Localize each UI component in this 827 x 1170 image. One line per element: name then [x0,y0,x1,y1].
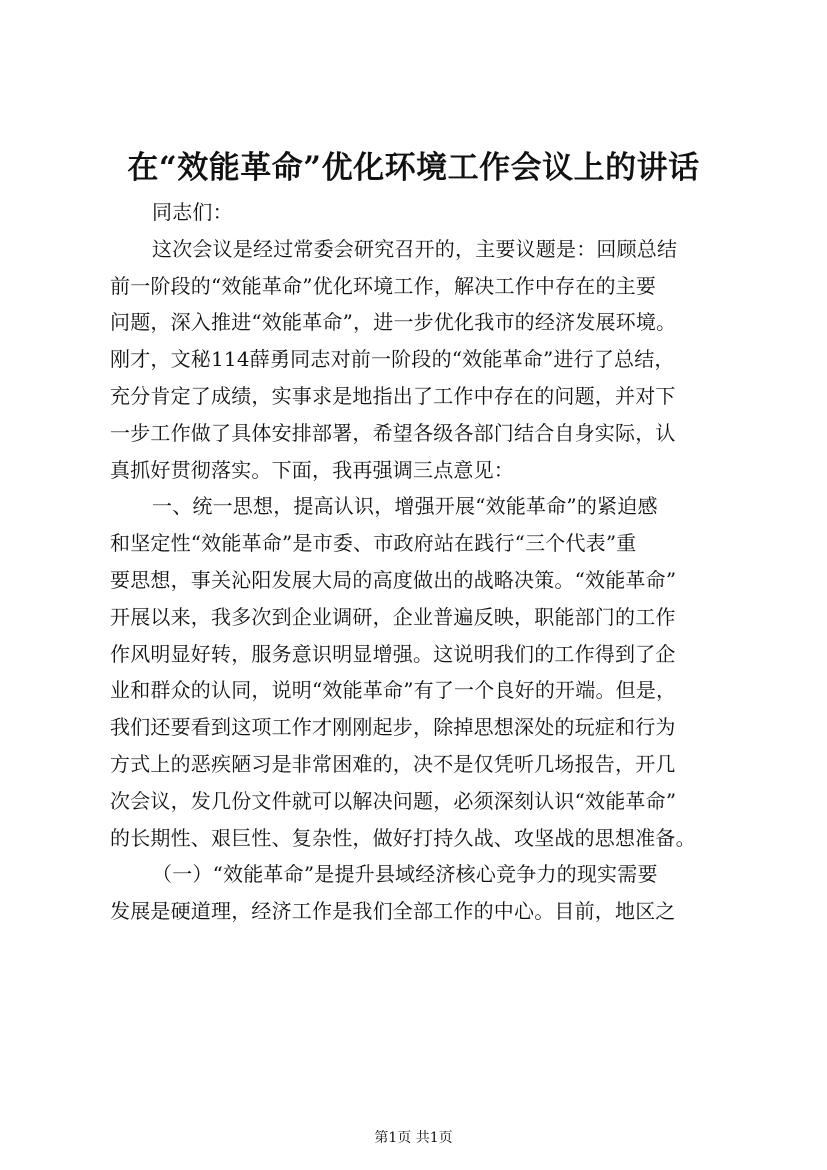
salutation: 同志们： [152,200,233,224]
paragraph-line: 这次会议是经过常委会研究召开的，主要议题是：回顾总结 [152,236,678,261]
paragraph-line: 问题，深入推进“效能革命”，进一步优化我市的经济发展环境。 [110,310,677,335]
subsection-heading-line: （一）“效能革命”是提升县域经济核心竞争力的现实需要 [152,862,658,887]
paragraph-line: 一步工作做了具体安排部署，希望各级各部门结合自身实际，认 [110,420,676,445]
page-footer: 第1页 共1页 [374,1130,453,1146]
paragraph-line: 刚才，文秘114薛勇同志对前一阶段的“效能革命”进行了总结， [110,347,675,372]
paragraph-line: 我们还要看到这项工作才刚刚起步，除掉思想深处的玩症和行为 [110,715,676,740]
section-heading-line: 一、统一思想，提高认识，增强开展“效能革命”的紧迫感 [152,494,658,519]
document-body [110,194,730,930]
paragraph-line: 发展是硬道理，经济工作是我们全部工作的中心。目前，地区之 [110,899,676,924]
paragraph-line: 业和群众的认同，说明“效能革命”有了一个良好的开端。但是， [110,678,677,703]
paragraph-line: 要思想，事关沁阳发展大局的高度做出的战略决策。“效能革命” [110,567,677,592]
document-title: 在“效能革命”优化环境工作会议上的讲话 [127,150,700,186]
paragraph-line: 开展以来，我多次到企业调研，企业普遍反映，职能部门的工作 [110,604,676,629]
paragraph-line: 的长期性、艰巨性、复杂性，做好打持久战、攻坚战的思想准备。 [110,825,696,850]
paragraph-line: 真抓好贯彻落实。下面，我再强调三点意见： [110,457,514,482]
paragraph-line: 方式上的恶疾陋习是非常困难的，决不是仅凭听几场报告，开几 [110,751,676,776]
paragraph-line: 和坚定性“效能革命”是市委、市政府站在践行“三个代表”重 [110,531,637,556]
paragraph-line: 作风明显好转，服务意识明显增强。这说明我们的工作得到了企 [110,641,676,666]
paragraph-line: 次会议，发几份文件就可以解决问题，必须深刻认识“效能革命” [110,788,677,813]
paragraph-line: 前一阶段的“效能革命”优化环境工作，解决工作中存在的主要 [110,273,657,298]
paragraph-line: 充分肯定了成绩，实事求是地指出了工作中存在的问题，并对下 [110,383,676,408]
